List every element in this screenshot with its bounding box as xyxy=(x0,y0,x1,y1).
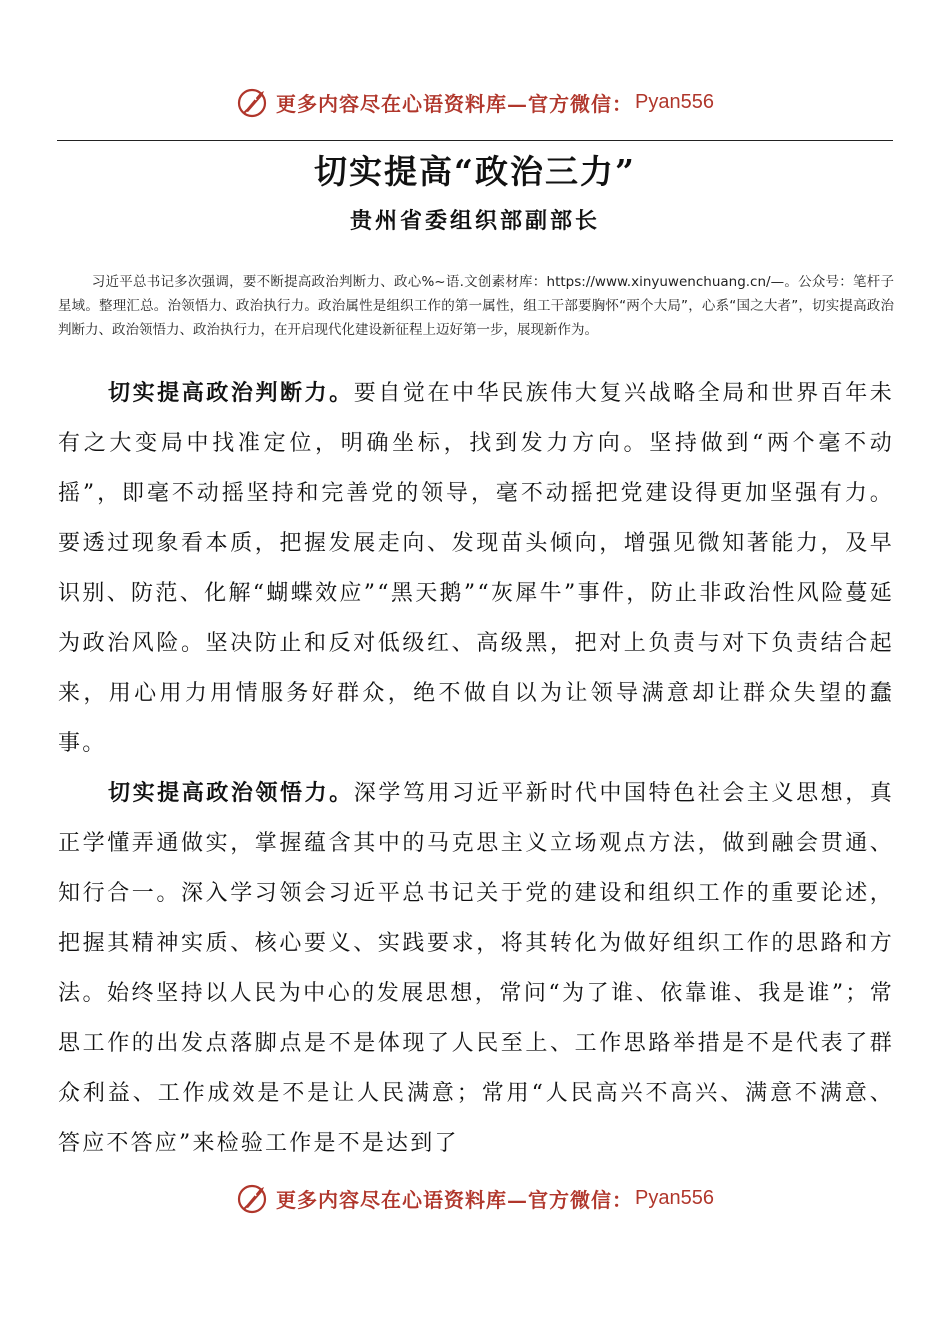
body-paragraph xyxy=(58,768,894,1169)
document-author: 贵州省委组织部副部长 xyxy=(349,208,600,234)
banner-wechat-id: Pyan556 xyxy=(635,90,714,113)
document-title: 切实提高“政治三力” xyxy=(314,152,636,191)
quill-logo-icon xyxy=(236,1181,270,1215)
paragraph-body: 要自觉在中华民族伟大复兴战略全局和世界百年未有之大变局中找准定位，明确坐标，找到发力方向。坚持做到“两个毫不动摇”，即毫不动摇坚持和完善党的领导，毫不动摇把党建设得更加坚强有力。要透过现象看本质，把握发展走向、发现苗头倾向，增强见微知著能力，及早识别、防范、化解“蝴蝶效应”“黑天鹅”“灰犀牛”事件，防止非政治性风险蔓延为政治风险。坚决防止和反对低级红、高级黑，把对上负责与对下负责结合起来，用心用力用情服务好群众，绝不做自以为让领导满意却让群众失望的蠢事。 xyxy=(58,381,894,756)
quill-logo-icon xyxy=(236,85,270,119)
footer-watermark-banner xyxy=(0,1178,950,1218)
banner-text: 更多内容尽在心语资料库—官方微信： xyxy=(276,91,634,116)
intro-paragraph: 习近平总书记多次强调，要不断提高政治判断力、政心%~语.文创素材库：https://www.xinyuwenchuang.cn/—。公众号：笔杆子星域。整理汇总。治领悟力、政治执行力。政治属性是组织工作的第一属性，组工干部要胸怀“两个大局”，心系“国之大者”，切实提高政治判断力、政治领悟力、政治执行力，在开启现代化建设新征程上迈好第一步，展现新作为。 xyxy=(58,274,894,338)
header-watermark-banner xyxy=(0,82,950,122)
paragraph-body: 深学笃用习近平新时代中国特色社会主义思想，真正学懂弄通做实，掌握蕴含其中的马克思主义立场观点方法，做到融会贯通、知行合一。深入学习领会习近平总书记关于党的建设和组织工作的重要论述，把握其精神实质、核心要义、实践要求，将其转化为做好组织工作的思路和方法。始终坚持以人民为中心的发展思想，常问“为了谁、依靠谁、我是谁”；常思工作的出发点落脚点是不是体现了人民至上、工作思路举措是不是代表了群众利益、工作成效是不是让人民满意；常用“人民高兴不高兴、满意不满意、答应不答应”来检验工作是不是达到了 xyxy=(58,781,894,1156)
body-paragraph xyxy=(58,368,894,769)
paragraph-heading: 切实提高政治领悟力。 xyxy=(108,780,354,806)
paragraph-heading: 切实提高政治判断力。 xyxy=(108,380,354,406)
banner-wechat-id: Pyan556 xyxy=(635,1186,714,1209)
title-divider xyxy=(57,140,893,141)
banner-text: 更多内容尽在心语资料库—官方微信： xyxy=(276,1187,634,1212)
